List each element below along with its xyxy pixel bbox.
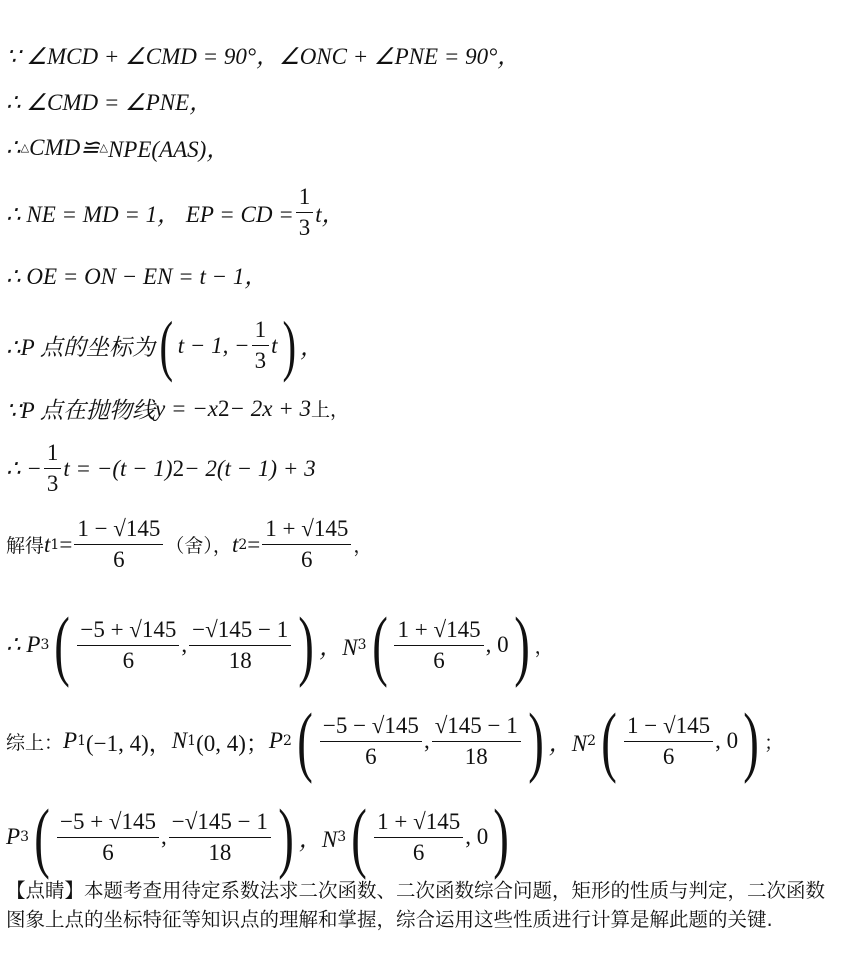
p3-label: ∴ P: [6, 632, 41, 657]
fraction-denominator: 18: [464, 743, 488, 769]
left-paren: (: [371, 601, 388, 688]
line-12-zero: , 0: [465, 824, 489, 849]
comma: ,: [161, 824, 167, 849]
fraction-denominator: 6: [301, 547, 313, 572]
line-3-end: NPE(AAS)，: [107, 137, 230, 162]
line-1: [6, 38, 520, 71]
fraction-numerator: −√145 − 1: [169, 807, 271, 838]
line-8-prefix: ∴ −: [6, 455, 42, 481]
fraction-denominator: 6: [102, 839, 114, 865]
line-7: [6, 392, 349, 425]
fraction-denominator: 3: [254, 348, 267, 373]
fraction-denominator: 6: [113, 547, 125, 572]
fraction-numerator: 1 + √145: [374, 807, 463, 838]
equals: =: [247, 531, 261, 557]
p3-sub: 3: [40, 637, 50, 653]
fraction-numerator: 1: [44, 438, 62, 469]
fraction-numerator: 1 + √145: [262, 514, 351, 545]
left-paren: (: [159, 307, 174, 383]
line-12: [6, 792, 514, 882]
line-10: [6, 600, 554, 690]
fraction: [262, 514, 351, 575]
line-7-prefix: ∵P 点在抛物线: [6, 398, 156, 423]
fraction: [394, 615, 483, 676]
t1-var: t: [44, 531, 51, 557]
right-paren: ): [278, 793, 294, 880]
triangle-icon: △: [20, 141, 30, 154]
right-paren: ): [513, 601, 530, 688]
fraction: [374, 807, 463, 868]
fraction-denominator: 6: [433, 647, 445, 673]
fraction: [432, 711, 521, 772]
line-10-zero: , 0: [485, 632, 509, 657]
n1-coords: (0, 4)；: [196, 730, 269, 756]
line-6-end: ，: [300, 335, 324, 360]
fraction: [44, 438, 62, 499]
summary-label: 综上：: [6, 731, 64, 754]
fraction-denominator: 3: [46, 471, 59, 496]
p3-sub: 3: [20, 829, 29, 845]
exponent: 2: [218, 395, 230, 421]
left-paren: (: [351, 793, 367, 880]
p2-sub: 2: [282, 733, 292, 749]
line-9-end: ，: [353, 535, 373, 557]
right-paren: ): [298, 601, 315, 688]
fraction-numerator: √145 − 1: [432, 711, 521, 742]
fraction-denominator: 3: [298, 215, 311, 240]
fraction: [74, 514, 163, 575]
p1-sub: 1: [77, 733, 86, 749]
t1-sub: 1: [50, 536, 60, 553]
fraction: [320, 711, 422, 772]
p1-coords: (−1, 4)，: [86, 730, 172, 756]
triangle-icon: △: [99, 141, 108, 154]
n3-label: ，N: [319, 634, 358, 660]
p1-label: P: [63, 728, 78, 753]
line-4-prefix: ∴ NE = MD = 1， EP = CD =: [6, 202, 294, 227]
fraction: [169, 807, 271, 868]
fraction-numerator: 1 − √145: [624, 711, 713, 742]
line-2: [6, 84, 212, 117]
line-8-end: − 2(t − 1) + 3: [184, 455, 316, 481]
comma: ,: [423, 728, 430, 753]
line-6-body: t − 1, −: [177, 332, 250, 358]
line-3: [6, 131, 229, 164]
line-5: [6, 258, 267, 291]
line-5-text: ∴ OE = ON − EN = t − 1，: [6, 264, 268, 289]
line-9: [6, 514, 372, 575]
line-6-prefix: ∴P 点的坐标为: [6, 335, 156, 360]
line-1-text: ∵ ∠MCD + ∠CMD = 90°，∠ONC + ∠PNE = 90°，: [6, 44, 521, 69]
exponent: 2: [172, 455, 185, 481]
line-7-eq-rest: − 2x + 3: [229, 395, 311, 421]
left-paren: (: [297, 697, 313, 784]
fraction-denominator: 6: [662, 743, 675, 769]
fraction: [296, 182, 314, 243]
n3-sub: 3: [357, 637, 367, 653]
line-4: [6, 182, 345, 243]
n3-label: ，N: [298, 826, 338, 852]
line-6-var: t: [271, 332, 278, 358]
line-8: [6, 438, 316, 499]
line-8-body: t = −(t − 1): [63, 455, 173, 481]
discard-note: （舍），: [165, 535, 232, 557]
fraction-numerator: 1 + √145: [394, 615, 483, 646]
equals: =: [59, 531, 73, 557]
t2-var: t: [231, 531, 239, 557]
fraction-numerator: −5 + √145: [57, 807, 159, 838]
right-paren: ): [743, 697, 759, 784]
fraction-denominator: 6: [412, 839, 425, 865]
line-3-mid: CMD≌: [29, 134, 100, 160]
fraction-denominator: 6: [365, 743, 377, 769]
fraction: [77, 615, 179, 676]
left-paren: (: [34, 793, 50, 880]
fraction-numerator: 1: [296, 182, 314, 213]
left-paren: (: [54, 601, 71, 688]
fraction-numerator: −5 + √145: [77, 615, 179, 646]
fraction-numerator: −5 − √145: [320, 711, 422, 742]
n3-sub: 3: [337, 829, 347, 845]
line-11-end: ；: [764, 731, 784, 754]
line-10-end: ，: [534, 635, 554, 658]
line-9-prefix: 解得: [6, 535, 45, 557]
commentary-paragraph: 【点睛】本题考查用待定系数法求二次函数、二次函数综合问题，矩形的性质与判定，二次函数图象上点的坐标特征等知识点的理解和掌握，综合运用这些性质进行计算是解此题的关键.: [6, 879, 826, 931]
line-3-prefix: ∴: [6, 134, 21, 160]
fraction: [57, 807, 159, 868]
right-paren: ): [527, 697, 544, 784]
fraction-denominator: 18: [208, 839, 232, 865]
line-7-end: 上，: [311, 399, 350, 421]
right-paren: ): [282, 307, 296, 383]
line-7-eq: y = −x: [155, 395, 218, 421]
fraction-denominator: 18: [228, 647, 252, 673]
fraction: [624, 711, 713, 772]
p2-label: P: [268, 728, 283, 753]
line-4-end: t，: [315, 202, 345, 227]
fraction-denominator: 6: [122, 647, 135, 673]
line-11-zero: , 0: [715, 728, 739, 753]
n1-label: N: [171, 728, 188, 753]
line-2-text: ∴ ∠CMD = ∠PNE，: [6, 90, 213, 115]
p3-label: P: [6, 824, 21, 849]
n2-label: ，N: [548, 730, 588, 756]
n1-sub: 1: [187, 733, 197, 749]
fraction-numerator: −√145 − 1: [189, 615, 291, 646]
fraction: [252, 315, 270, 376]
right-paren: ): [493, 793, 510, 880]
line-6: [6, 306, 323, 385]
fraction: [189, 615, 291, 676]
left-paren: (: [601, 697, 617, 784]
t2-sub: 2: [238, 536, 248, 553]
line-11: [6, 696, 783, 786]
comma: ,: [181, 632, 188, 657]
n2-sub: 2: [587, 733, 597, 749]
fraction-numerator: 1 − √145: [74, 514, 163, 545]
fraction-numerator: 1: [252, 315, 270, 346]
